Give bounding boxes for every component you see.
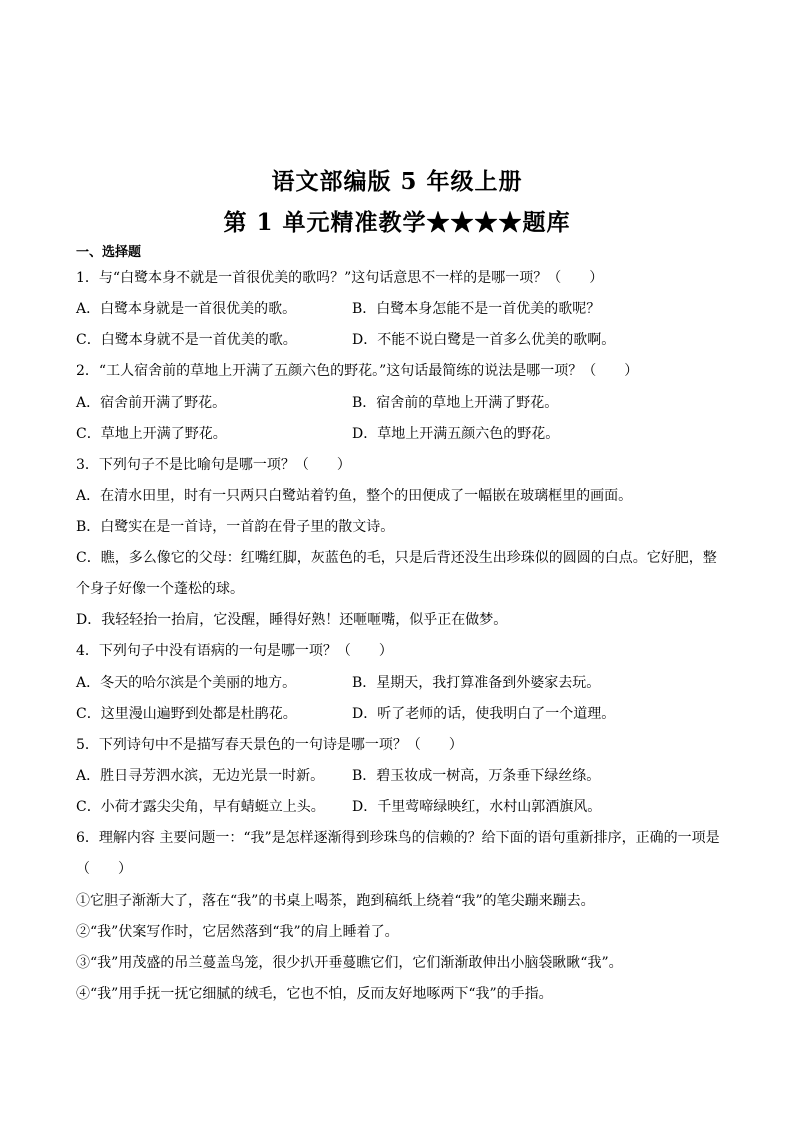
document-title: 语文部编版 5 年级上册	[271, 168, 523, 195]
question-5-option-d: D．千里莺啼绿映红，水村山郭酒旗风。	[352, 799, 602, 815]
question-4-option-d: D．听了老师的话，使我明白了一个道理。	[352, 706, 616, 722]
question-1-option-b: B．白鹭本身怎能不是一首优美的歌呢？	[352, 301, 601, 317]
question-3-option-a: A．在清水田里，时有一只两只白鹭站着钓鱼，整个的田便成了一幅嵌在玻璃框里的画面。	[76, 488, 633, 504]
question-2-option-c: C．草地上开满了野花。	[76, 426, 227, 442]
question-5-option-a: A．胜日寻芳泗水滨，无边光景一时新。	[76, 768, 325, 784]
question-6-item-1: ①它胆子渐渐大了，落在“我”的书桌上喝茶，跑到稿纸上绕着“我”的笔尖蹦来蹦去。	[76, 893, 595, 909]
question-6-stem-cont: （ ）	[76, 861, 132, 877]
question-2-option-d: D．草地上开满五颜六色的野花。	[352, 426, 560, 442]
question-6-item-3: ③“我”用茂盛的吊兰蔓盖鸟笼，很少扒开垂蔓瞧它们，它们渐渐敢伸出小脑袋瞅瞅“我”。	[76, 955, 623, 971]
question-3-option-d: D．我轻轻抬一抬肩，它没醒，睡得好熟！还咂咂嘴，似乎正在做梦。	[76, 612, 508, 628]
question-3-stem: 3．下列句子不是比喻句是哪一项？（ ）	[76, 457, 351, 473]
question-4-stem: 4．下列句子中没有语病的一句是哪一项？（ ）	[76, 643, 393, 659]
question-2-option-a: A．宿舍前开满了野花。	[76, 395, 227, 411]
question-6-stem: 6．理解内容 主要问题一：“我”是怎样逐渐得到珍珠鸟的信赖的？给下面的语句重新排序，正确的一项是	[76, 830, 720, 846]
section-heading: 一、选择题	[76, 245, 142, 260]
question-1-option-d: D．不能不说白鹭是一首多么优美的歌啊。	[352, 332, 616, 348]
question-2-option-b: B．宿舍前的草地上开满了野花。	[352, 395, 559, 411]
question-6-item-2: ②“我”伏案写作时，它居然落到“我”的肩上睡着了。	[76, 924, 399, 940]
document-subtitle: 第 1 单元精准教学★★★★题库	[223, 209, 571, 236]
question-1-option-c: C．白鹭本身就不是一首优美的歌。	[76, 332, 297, 348]
question-4-option-b: B．星期天，我打算准备到外婆家去玩。	[352, 675, 601, 691]
question-3-option-c-cont: 个身子好像一个蓬松的球。	[76, 581, 244, 597]
question-3-option-b: B．白鹭实在是一首诗，一首韵在骨子里的散文诗。	[76, 519, 395, 535]
question-5-stem: 5．下列诗句中不是描写春天景色的一句诗是哪一项？（ ）	[76, 737, 463, 753]
question-5-option-c: C．小荷才露尖尖角，早有蜻蜓立上头。	[76, 799, 325, 815]
question-3-option-c: C．瞧，多么像它的父母：红嘴红脚，灰蓝色的毛，只是后背还没生出珍珠似的圆圆的白点。它好肥，整	[76, 550, 717, 566]
question-1-option-a: A．白鹭本身就是一首很优美的歌。	[76, 301, 297, 317]
question-4-option-a: A．冬天的哈尔滨是个美丽的地方。	[76, 675, 297, 691]
question-1-stem: 1．与“白鹭本身不就是一首很优美的歌吗？”这句话意思不一样的是哪一项？（ ）	[76, 270, 604, 286]
question-5-option-b: B．碧玉妆成一树高，万条垂下绿丝绦。	[352, 768, 601, 784]
question-6-item-4: ④“我”用手抚一抚它细腻的绒毛，它也不怕，反而友好地啄两下“我”的手指。	[76, 986, 553, 1002]
question-4-option-c: C．这里漫山遍野到处都是杜鹃花。	[76, 706, 297, 722]
question-2-stem: 2．“工人宿舍前的草地上开满了五颜六色的野花。”这句话最简练的说法是哪一项？（ ）	[76, 363, 639, 379]
